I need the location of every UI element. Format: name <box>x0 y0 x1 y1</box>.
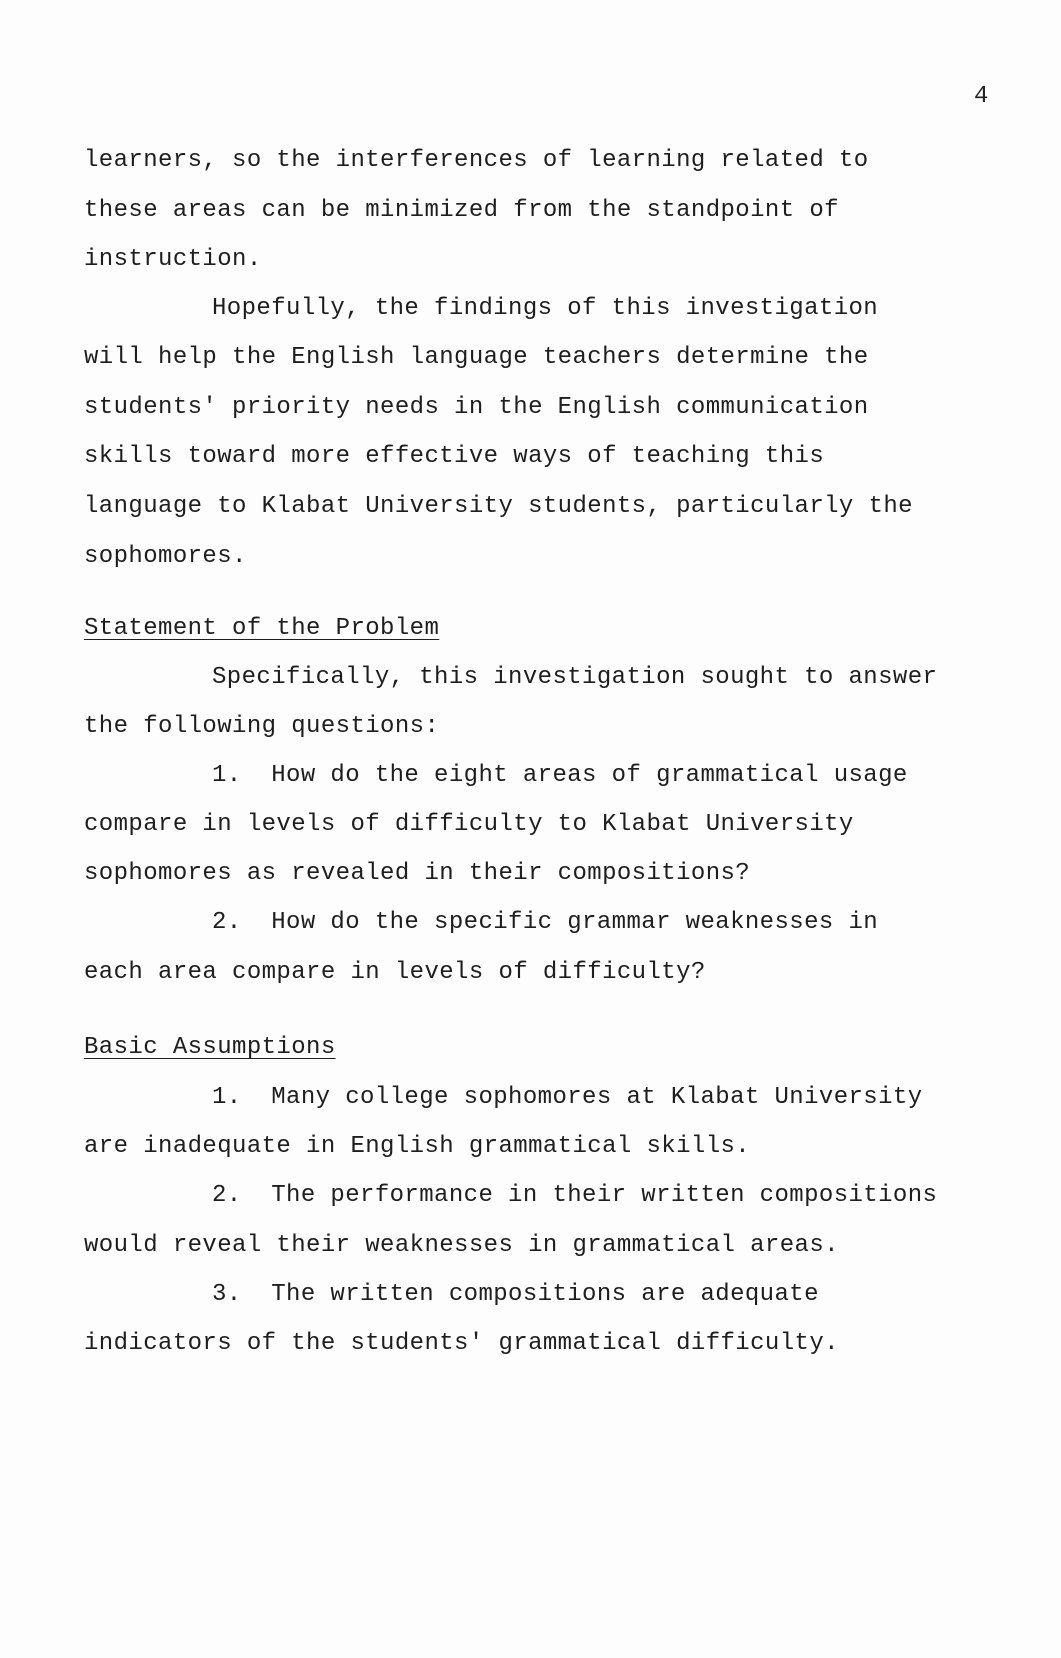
assumption-2-line-1: 2. The performance in their written compositions <box>212 1182 938 1209</box>
paragraph-2-line-3: students' priority needs in the English communication <box>84 394 869 421</box>
assumption-1-line-2: are inadequate in English grammatical skills. <box>84 1133 751 1160</box>
paragraph-2-line-6: sophomores. <box>84 543 247 570</box>
assumption-3-line-1: 3. The written compositions are adequate <box>212 1281 819 1308</box>
section-heading-assumptions: Basic Assumptions <box>84 1034 336 1061</box>
paragraph-1-line-3: instruction. <box>84 246 262 273</box>
paragraph-2-line-4: skills toward more effective ways of teaching this <box>84 443 825 470</box>
question-2-line-1: 2. How do the specific grammar weaknesses in <box>212 909 879 936</box>
paragraph-1-line-1: learners, so the interferences of learning related to <box>84 147 869 174</box>
problem-intro-line-2: the following questions: <box>84 713 440 740</box>
problem-intro-line-1: Specifically, this investigation sought to answer <box>212 664 938 691</box>
paragraph-2-line-5: language to Klabat University students, particularly the <box>84 493 913 520</box>
question-2-line-2: each area compare in levels of difficulty? <box>84 959 706 986</box>
question-1-line-2: compare in levels of difficulty to Klabat University <box>84 811 854 838</box>
assumption-3-line-2: indicators of the students' grammatical difficulty. <box>84 1330 839 1357</box>
page-number: 4 <box>974 83 989 110</box>
question-1-line-1: 1. How do the eight areas of grammatical usage <box>212 762 908 789</box>
assumption-2-line-2: would reveal their weaknesses in grammatical areas. <box>84 1232 839 1259</box>
paragraph-1-line-2: these areas can be minimized from the standpoint of <box>84 197 839 224</box>
question-1-line-3: sophomores as revealed in their compositions? <box>84 860 751 887</box>
paragraph-2-line-2: will help the English language teachers determine the <box>84 344 869 371</box>
section-heading-problem: Statement of the Problem <box>84 615 440 642</box>
paragraph-2-line-1: Hopefully, the findings of this investigation <box>212 295 879 322</box>
assumption-1-line-1: 1. Many college sophomores at Klabat University <box>212 1084 923 1111</box>
